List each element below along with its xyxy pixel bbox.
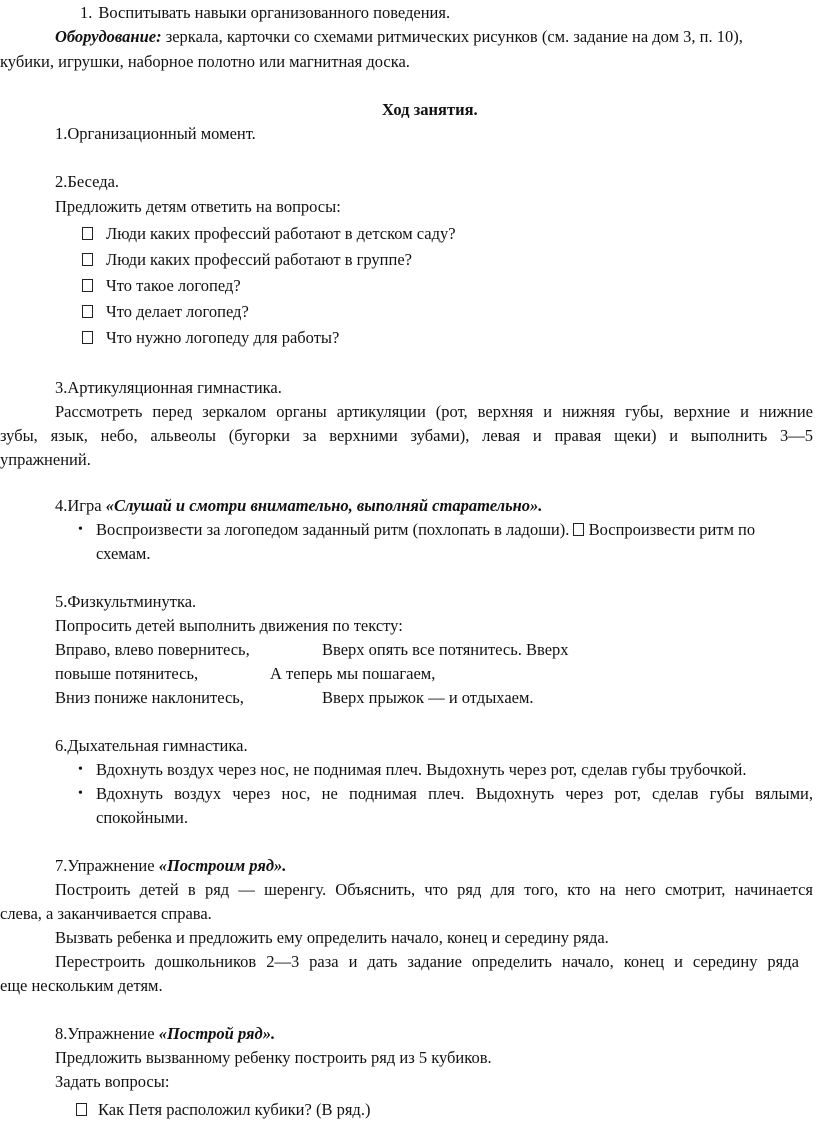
checkbox-bullet-icon xyxy=(76,1103,87,1116)
checkbox-bullet-icon xyxy=(82,227,93,240)
section-3-text: зубы, язык, небо, альвеолы (бугорки за верхними зубами), левая и правая щеки) и выполнить 3—5 xyxy=(0,426,813,445)
section-3-text: упражнений. xyxy=(0,450,91,469)
exercise-name: «Построй ряд». xyxy=(158,1024,276,1043)
section-7-text: Вызвать ребенка и предложить ему определить начало, конец и середину ряда. xyxy=(55,928,609,947)
section-8-text: Задать вопросы: xyxy=(55,1072,170,1091)
section-7-text: слева, а заканчивается справа. xyxy=(0,904,212,923)
item-text: Воспроизвести за логопедом заданный ритм (похлопать в ладоши). xyxy=(96,520,570,539)
checkbox-bullet-icon xyxy=(82,305,93,318)
item-text: Вдохнуть воздух через нос, не поднимая плеч. Выдохнуть через рот, сделав губы трубочкой. xyxy=(96,760,747,779)
poem-line: Вверх опять все потянитесь. Вверх xyxy=(322,640,569,659)
exercise-prefix: 8.Упражнение xyxy=(55,1024,155,1043)
section-2-intro: Предложить детям ответить на вопросы: xyxy=(55,197,341,216)
section-7-text: Перестроить дошкольников 2—3 раза и дать задание определить начало, конец и середину ряда xyxy=(55,952,799,971)
checkbox-bullet-icon xyxy=(573,523,584,536)
game-prefix: 4.Игра xyxy=(55,496,102,515)
bullet-icon: • xyxy=(78,522,83,537)
section-1-title: 1.Организационный момент. xyxy=(55,124,256,143)
goal-item xyxy=(80,3,450,23)
goal-number: 1. xyxy=(80,3,93,22)
checkbox-bullet-icon xyxy=(82,253,93,266)
poem-line: Вверх прыжок — и отдыхаем. xyxy=(322,688,534,707)
question-text: Люди каких профессий работают в группе? xyxy=(106,250,412,269)
bullet-icon: • xyxy=(78,762,83,777)
checkbox-bullet-icon xyxy=(82,279,93,292)
question-text: Люди каких профессий работают в детском саду? xyxy=(106,224,456,243)
item-text: Воспроизвести ритм по xyxy=(588,520,756,539)
lesson-heading: Ход занятия. xyxy=(382,100,478,119)
equipment-line xyxy=(55,27,743,47)
list-item xyxy=(82,276,93,296)
question-text: Что такое логопед? xyxy=(106,276,241,295)
section-3-text: Рассмотреть перед зеркалом органы артикуляции (рот, верхняя и нижняя губы, верхние и нижние xyxy=(55,402,813,421)
poem-line: Вправо, влево повернитесь, xyxy=(55,640,250,659)
section-5-title: 5.Физкультминутка. xyxy=(55,592,197,611)
poem-line: повыше потянитесь, xyxy=(55,664,199,683)
question-text: Что делает логопед? xyxy=(106,302,249,321)
question-text: Что нужно логопеду для работы? xyxy=(106,328,340,347)
section-5-intro: Попросить детей выполнить движения по тексту: xyxy=(55,616,403,635)
equipment-text-cont: кубики, игрушки, наборное полотно или магнитная доска. xyxy=(0,52,410,71)
section-8-text: Предложить вызванному ребенку построить ряд из 5 кубиков. xyxy=(55,1048,492,1067)
section-3-title: 3.Артикуляционная гимнастика. xyxy=(55,378,282,397)
goal-text: Воспитывать навыки организованного поведения. xyxy=(98,3,451,22)
list-item xyxy=(76,1100,87,1120)
section-8-title xyxy=(55,1024,275,1044)
section-7-text: Построить детей в ряд — шеренгу. Объяснить, что ряд для того, кто на него смотрит, начинается xyxy=(55,880,813,899)
list-item xyxy=(82,250,93,270)
item-text: спокойными. xyxy=(96,808,188,827)
item-text: схемам. xyxy=(96,544,151,563)
exercise-prefix: 7.Упражнение xyxy=(55,856,155,875)
list-item xyxy=(82,302,93,322)
game-name: «Слушай и смотри внимательно, выполняй старательно». xyxy=(105,496,543,515)
section-7-text: еще нескольким детям. xyxy=(0,976,163,995)
list-item xyxy=(82,224,93,244)
list-item xyxy=(96,520,755,540)
checkbox-bullet-icon xyxy=(82,331,93,344)
section-7-title xyxy=(55,856,286,876)
list-item xyxy=(82,328,93,348)
bullet-icon: • xyxy=(78,786,83,801)
poem-line: А теперь мы пошагаем, xyxy=(270,664,436,683)
item-text: Вдохнуть воздух через нос, не поднимая плеч. Выдохнуть через рот, сделав губы вялыми, xyxy=(96,784,813,803)
section-4-title xyxy=(55,496,542,516)
section-2-title: 2.Беседа. xyxy=(55,172,120,191)
exercise-name: «Построим ряд». xyxy=(158,856,287,875)
question-text: Как Петя расположил кубики? (В ряд.) xyxy=(98,1100,371,1119)
poem-line: Вниз пониже наклонитесь, xyxy=(55,688,244,707)
equipment-text: зеркала, карточки со схемами ритмических рисунков (см. задание на дом 3, п. 10), xyxy=(165,27,743,46)
equipment-label: Оборудование: xyxy=(55,27,162,46)
section-6-title: 6.Дыхательная гимнастика. xyxy=(55,736,248,755)
